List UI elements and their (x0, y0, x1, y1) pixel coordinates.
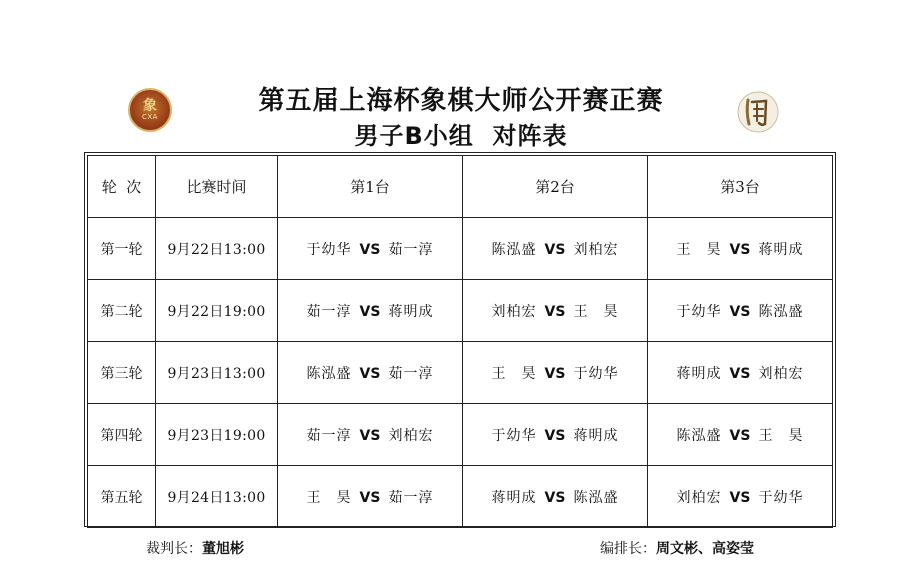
page-title: 第五届上海杯象棋大师公开赛正赛 (258, 86, 664, 116)
referee-name: 董旭彬 (202, 541, 244, 557)
vs-label: VS (359, 241, 381, 258)
board-3-cell (648, 218, 833, 280)
subtitle-group: B (404, 122, 424, 150)
table-row (88, 280, 833, 342)
referee-label: 裁判长： (146, 541, 202, 557)
player-black: 王 昊 (573, 303, 619, 320)
vs-label: VS (729, 489, 751, 506)
scheduler-label: 编排长： (600, 541, 656, 557)
round-cell: 第三轮 (88, 342, 156, 404)
subtitle-suffix: 小组 对阵表 (423, 121, 568, 150)
time-cell: 9月23日13:00 (156, 342, 278, 404)
player-red: 王 昊 (306, 489, 352, 506)
player-black: 陈泓盛 (573, 489, 619, 506)
time-cell: 9月22日13:00 (156, 218, 278, 280)
board-3-cell (648, 466, 833, 528)
table-header-row (88, 156, 833, 218)
player-red: 陈泓盛 (491, 241, 537, 258)
player-black: 刘柏宏 (758, 365, 804, 382)
subtitle-prefix: 男子 (354, 121, 405, 150)
player-red: 刘柏宏 (491, 303, 537, 320)
vs-label: VS (729, 365, 751, 382)
player-red: 陈泓盛 (306, 365, 352, 382)
player-red: 刘柏宏 (676, 489, 722, 506)
table-row (88, 466, 833, 528)
player-black: 于幼华 (573, 365, 619, 382)
vs-label: VS (544, 489, 566, 506)
header-board-3: 第3台 (648, 156, 833, 218)
player-black: 王 昊 (758, 427, 804, 444)
player-red: 于幼华 (491, 427, 537, 444)
board-2-cell (463, 342, 648, 404)
scheduler-info (600, 538, 754, 558)
vs-label: VS (729, 241, 751, 258)
round-cell: 第四轮 (88, 404, 156, 466)
referee-info (146, 538, 244, 558)
vs-label: VS (729, 303, 751, 320)
player-black: 刘柏宏 (573, 241, 619, 258)
table-row (88, 404, 833, 466)
player-red: 蒋明成 (676, 365, 722, 382)
round-cell: 第五轮 (88, 466, 156, 528)
time-cell: 9月23日19:00 (156, 404, 278, 466)
emblem-glyph: 象 (143, 97, 157, 114)
vs-label: VS (544, 427, 566, 444)
vs-label: VS (729, 427, 751, 444)
table-row (88, 342, 833, 404)
board-2-cell (463, 404, 648, 466)
player-black: 茹一淳 (388, 365, 434, 382)
vs-label: VS (544, 241, 566, 258)
board-1-cell (278, 404, 463, 466)
player-black: 茹一淳 (388, 489, 434, 506)
player-black: 于幼华 (758, 489, 804, 506)
header-round: 轮 次 (88, 156, 156, 218)
time-cell: 9月22日19:00 (156, 280, 278, 342)
vs-label: VS (544, 303, 566, 320)
vs-label: VS (359, 303, 381, 320)
vs-label: VS (359, 489, 381, 506)
time-cell: 9月24日13:00 (156, 466, 278, 528)
board-2-cell (463, 466, 648, 528)
board-2-cell (463, 218, 648, 280)
page-subtitle (0, 116, 922, 151)
schedule-table (87, 155, 833, 528)
player-black: 茹一淳 (388, 241, 434, 258)
scheduler-names: 周文彬、高姿莹 (656, 541, 754, 557)
player-red: 茹一淳 (306, 303, 352, 320)
player-black: 陈泓盛 (758, 303, 804, 320)
player-red: 王 昊 (676, 241, 722, 258)
board-3-cell (648, 342, 833, 404)
board-1-cell (278, 342, 463, 404)
player-red: 于幼华 (306, 241, 352, 258)
round-cell: 第一轮 (88, 218, 156, 280)
vs-label: VS (359, 365, 381, 382)
player-red: 茹一淳 (306, 427, 352, 444)
player-red: 蒋明成 (491, 489, 537, 506)
table-row (88, 218, 833, 280)
player-red: 王 昊 (491, 365, 537, 382)
schedule-frame (84, 152, 836, 527)
board-3-cell (648, 280, 833, 342)
round-cell: 第二轮 (88, 280, 156, 342)
player-black: 蒋明成 (758, 241, 804, 258)
board-2-cell (463, 280, 648, 342)
player-red: 陈泓盛 (676, 427, 722, 444)
emblem-abbr: CXA (142, 112, 158, 121)
player-red: 于幼华 (676, 303, 722, 320)
header-board-1: 第1台 (278, 156, 463, 218)
board-1-cell (278, 466, 463, 528)
player-black: 刘柏宏 (388, 427, 434, 444)
player-black: 蒋明成 (573, 427, 619, 444)
vs-label: VS (359, 427, 381, 444)
header-time: 比赛时间 (156, 156, 278, 218)
header-board-2: 第2台 (463, 156, 648, 218)
board-1-cell (278, 218, 463, 280)
vs-label: VS (544, 365, 566, 382)
board-1-cell (278, 280, 463, 342)
player-black: 蒋明成 (388, 303, 434, 320)
board-3-cell (648, 404, 833, 466)
